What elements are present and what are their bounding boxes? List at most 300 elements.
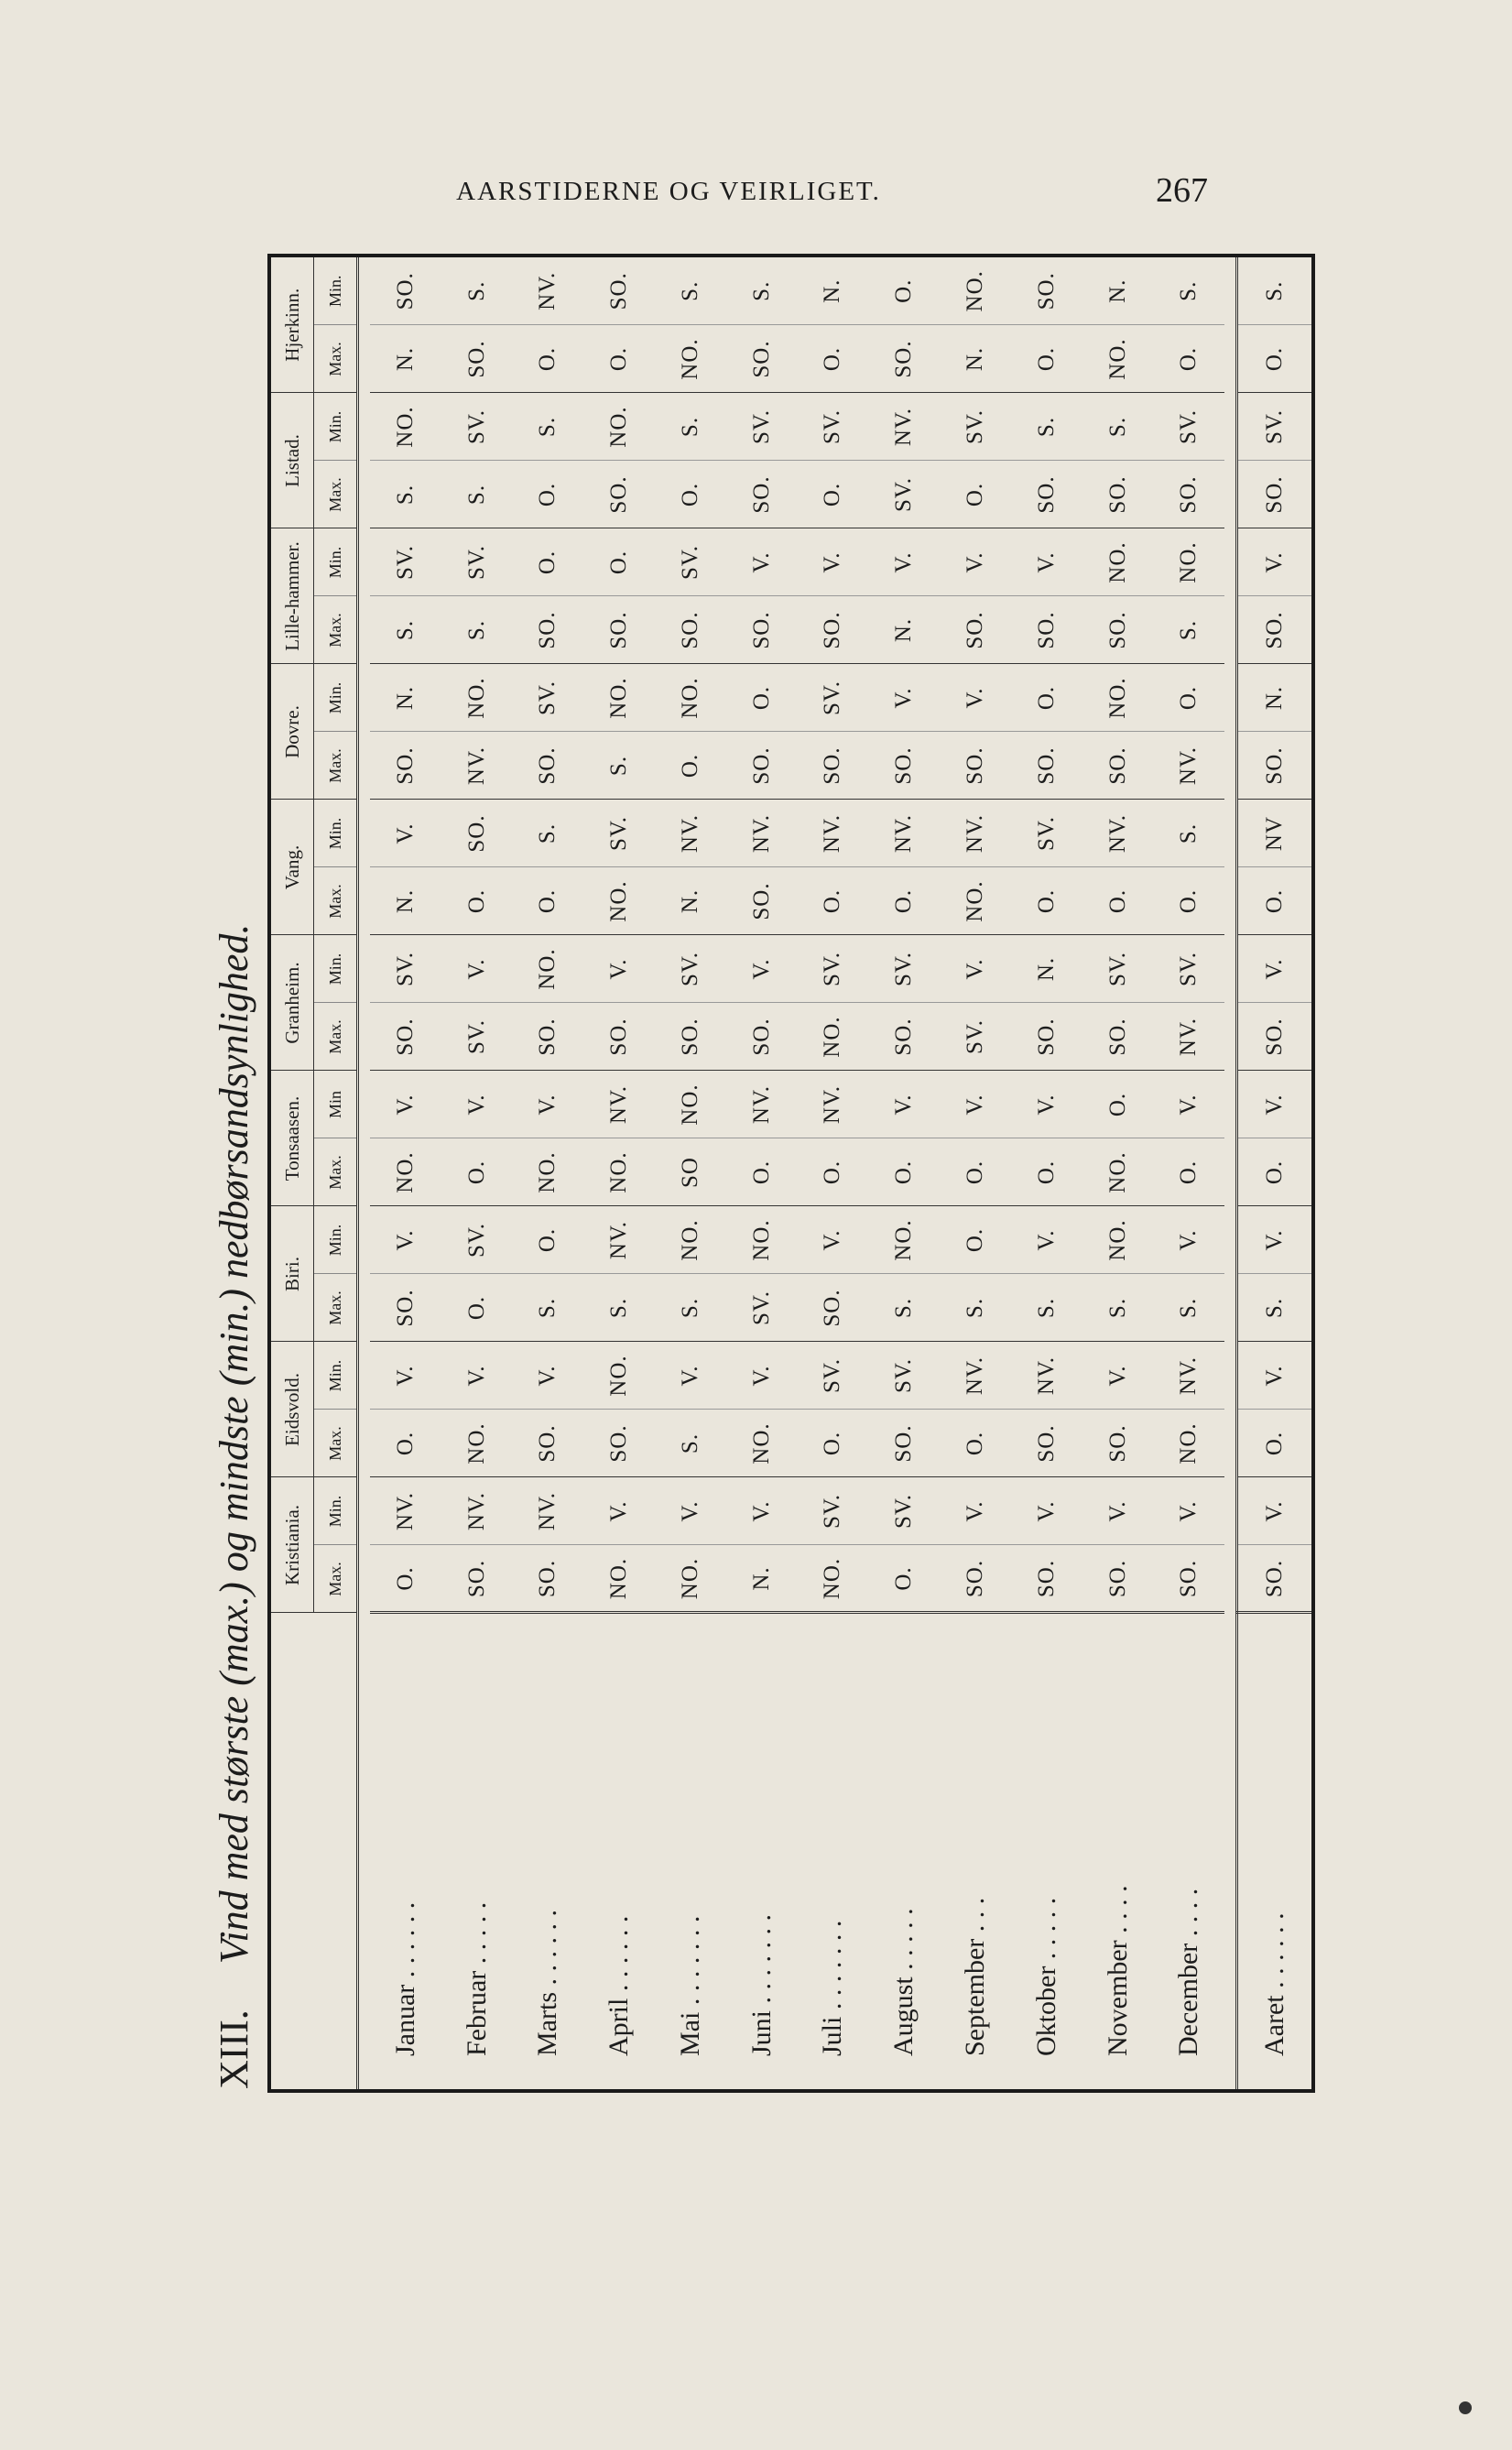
max-wind-cell: O. bbox=[1011, 325, 1082, 393]
max-wind-cell: O. bbox=[798, 325, 869, 393]
min-wind-cell: S. bbox=[1082, 393, 1154, 461]
min-wind-cell: SV. bbox=[798, 935, 869, 1003]
max-wind-cell: S. bbox=[655, 1274, 726, 1342]
max-wind-cell: SO. bbox=[583, 1003, 655, 1071]
min-wind-cell: V. bbox=[1011, 528, 1082, 596]
min-wind-cell: V. bbox=[868, 1071, 940, 1138]
min-wind-cell: O. bbox=[1011, 664, 1082, 732]
max-wind-cell: O. bbox=[1153, 1138, 1224, 1206]
min-wind-cell: SV. bbox=[441, 393, 513, 461]
min-wind-cell: SV. bbox=[441, 528, 513, 596]
min-wind-cell: S. bbox=[1153, 800, 1224, 867]
month-label: April . . . . . . bbox=[583, 1613, 655, 2089]
max-wind-cell: O. bbox=[940, 1410, 1011, 1477]
month-row bbox=[655, 257, 726, 2089]
min-wind-cell: SV. bbox=[513, 664, 584, 732]
max-wind-cell: O. bbox=[1237, 1410, 1311, 1477]
month-row bbox=[441, 257, 513, 2089]
min-wind-cell: NO. bbox=[868, 1206, 940, 1274]
max-column-header: Max. bbox=[314, 1003, 358, 1071]
min-wind-cell: V. bbox=[940, 664, 1011, 732]
max-wind-cell: S. bbox=[655, 1410, 726, 1477]
max-wind-cell: O. bbox=[868, 1138, 940, 1206]
min-wind-cell: S. bbox=[655, 393, 726, 461]
max-wind-cell: SO. bbox=[1082, 1410, 1154, 1477]
max-wind-cell: SO. bbox=[868, 1003, 940, 1071]
min-wind-cell: V. bbox=[726, 528, 798, 596]
max-wind-cell: S. bbox=[1082, 1274, 1154, 1342]
min-wind-cell: O. bbox=[726, 664, 798, 732]
month-label: August . . . . . bbox=[868, 1613, 940, 2089]
min-wind-cell: S. bbox=[1011, 393, 1082, 461]
max-wind-cell: O. bbox=[940, 1138, 1011, 1206]
min-wind-cell: NV. bbox=[1082, 800, 1154, 867]
min-wind-cell: NV. bbox=[798, 1071, 869, 1138]
min-wind-cell: V. bbox=[370, 800, 441, 867]
max-wind-cell: SO. bbox=[1082, 732, 1154, 800]
max-wind-cell: O. bbox=[441, 867, 513, 935]
max-wind-cell: S. bbox=[370, 596, 441, 664]
min-wind-cell: O. bbox=[583, 528, 655, 596]
max-wind-cell: S. bbox=[1237, 1274, 1311, 1342]
max-wind-cell: NV. bbox=[1153, 732, 1224, 800]
month-label: November . . . . bbox=[1082, 1613, 1154, 2089]
max-wind-cell: O. bbox=[583, 325, 655, 393]
spacer-row bbox=[1224, 257, 1237, 2089]
min-wind-cell: S. bbox=[1237, 257, 1311, 325]
min-wind-cell: SO. bbox=[441, 800, 513, 867]
max-wind-cell: NO. bbox=[1082, 1138, 1154, 1206]
max-wind-cell: SO. bbox=[1011, 1410, 1082, 1477]
min-wind-cell: V. bbox=[1011, 1477, 1082, 1545]
min-wind-cell: SV. bbox=[1153, 935, 1224, 1003]
min-wind-cell: SV. bbox=[868, 1342, 940, 1410]
min-wind-cell: N. bbox=[370, 664, 441, 732]
min-column-header: Min. bbox=[314, 257, 358, 325]
max-wind-cell: S. bbox=[441, 461, 513, 528]
min-wind-cell: O. bbox=[513, 1206, 584, 1274]
min-wind-cell: V. bbox=[798, 1206, 869, 1274]
max-wind-cell: SO. bbox=[513, 1003, 584, 1071]
min-wind-cell: V. bbox=[370, 1071, 441, 1138]
station-header: Lille-hammer. bbox=[271, 528, 314, 664]
max-wind-cell: O. bbox=[868, 1545, 940, 1613]
max-wind-cell: NO. bbox=[583, 1138, 655, 1206]
ink-dot bbox=[1459, 2401, 1472, 2414]
max-wind-cell: S. bbox=[1153, 596, 1224, 664]
max-column-header: Max. bbox=[314, 1545, 358, 1613]
year-row bbox=[1237, 257, 1311, 2089]
min-wind-cell: SV. bbox=[655, 528, 726, 596]
min-wind-cell: V. bbox=[1011, 1206, 1082, 1274]
max-wind-cell: SO. bbox=[868, 1410, 940, 1477]
max-wind-cell: SO. bbox=[513, 732, 584, 800]
min-wind-cell: SV. bbox=[370, 528, 441, 596]
min-wind-cell: SV. bbox=[1153, 393, 1224, 461]
table-caption bbox=[201, 250, 266, 2093]
min-wind-cell: V. bbox=[868, 528, 940, 596]
max-column-header: Max. bbox=[314, 1410, 358, 1477]
max-wind-cell: NO. bbox=[441, 1410, 513, 1477]
min-wind-cell: V. bbox=[940, 1477, 1011, 1545]
max-wind-cell: NV. bbox=[441, 732, 513, 800]
month-label: September . . . bbox=[940, 1613, 1011, 2089]
max-wind-cell: S. bbox=[583, 1274, 655, 1342]
max-wind-cell: SO. bbox=[798, 1274, 869, 1342]
max-wind-cell: SV. bbox=[868, 461, 940, 528]
min-wind-cell: V. bbox=[1011, 1071, 1082, 1138]
max-wind-cell: O. bbox=[1237, 325, 1311, 393]
month-row bbox=[1011, 257, 1082, 2089]
min-column-header: Min. bbox=[314, 664, 358, 732]
min-wind-cell: NV. bbox=[1011, 1342, 1082, 1410]
min-wind-cell: NO. bbox=[513, 935, 584, 1003]
min-wind-cell: O. bbox=[513, 528, 584, 596]
min-wind-cell: V. bbox=[940, 528, 1011, 596]
month-row bbox=[583, 257, 655, 2089]
min-column-header: Min. bbox=[314, 1477, 358, 1545]
min-wind-cell: V. bbox=[1237, 1342, 1311, 1410]
min-wind-cell: V. bbox=[1237, 1206, 1311, 1274]
wind-table bbox=[271, 257, 1311, 2089]
min-wind-cell: NO. bbox=[370, 393, 441, 461]
max-wind-cell: O. bbox=[513, 867, 584, 935]
min-wind-cell: SV. bbox=[868, 1477, 940, 1545]
min-wind-cell: SV. bbox=[798, 393, 869, 461]
max-wind-cell: N. bbox=[655, 867, 726, 935]
max-wind-cell: SO. bbox=[583, 596, 655, 664]
min-wind-cell: NO. bbox=[655, 1071, 726, 1138]
max-wind-cell: NO. bbox=[798, 1003, 869, 1071]
max-wind-cell: S. bbox=[441, 596, 513, 664]
max-wind-cell: S. bbox=[370, 461, 441, 528]
max-wind-cell: O. bbox=[1237, 867, 1311, 935]
max-wind-cell: NO. bbox=[583, 867, 655, 935]
max-wind-cell: SO. bbox=[1153, 461, 1224, 528]
min-wind-cell: SV. bbox=[940, 393, 1011, 461]
header-corner bbox=[271, 1613, 358, 2089]
min-column-header: Min. bbox=[314, 393, 358, 461]
min-wind-cell: NO. bbox=[583, 664, 655, 732]
min-wind-cell: V. bbox=[1082, 1342, 1154, 1410]
max-wind-cell: SO. bbox=[1082, 1545, 1154, 1613]
max-wind-cell: O. bbox=[798, 461, 869, 528]
max-wind-cell: SO bbox=[655, 1138, 726, 1206]
station-header: Dovre. bbox=[271, 664, 314, 800]
min-wind-cell: NV bbox=[1237, 800, 1311, 867]
page-number: 267 bbox=[1156, 171, 1208, 210]
max-wind-cell: NO. bbox=[513, 1138, 584, 1206]
rotated-table-block bbox=[201, 254, 1512, 2093]
min-wind-cell: NO. bbox=[583, 393, 655, 461]
min-wind-cell: NO. bbox=[583, 1342, 655, 1410]
min-column-header: Min bbox=[314, 1071, 358, 1138]
min-wind-cell: V. bbox=[1153, 1071, 1224, 1138]
max-wind-cell: O. bbox=[868, 867, 940, 935]
min-column-header: Min. bbox=[314, 935, 358, 1003]
max-wind-cell: S. bbox=[1153, 1274, 1224, 1342]
max-wind-cell: SO. bbox=[513, 596, 584, 664]
max-wind-cell: O. bbox=[798, 1410, 869, 1477]
min-column-header: Min. bbox=[314, 1342, 358, 1410]
max-wind-cell: SO. bbox=[1237, 596, 1311, 664]
min-wind-cell: SO. bbox=[370, 257, 441, 325]
max-wind-cell: N. bbox=[370, 867, 441, 935]
min-wind-cell: SV. bbox=[655, 935, 726, 1003]
min-wind-cell: V. bbox=[655, 1477, 726, 1545]
min-wind-cell: O. bbox=[1082, 1071, 1154, 1138]
max-wind-cell: SO. bbox=[868, 732, 940, 800]
month-label: December . . . . bbox=[1153, 1613, 1224, 2089]
max-wind-cell: SO. bbox=[1011, 732, 1082, 800]
min-wind-cell: SV. bbox=[726, 393, 798, 461]
max-wind-cell: O. bbox=[1011, 1138, 1082, 1206]
max-column-header: Max. bbox=[314, 325, 358, 393]
min-wind-cell: NO. bbox=[1082, 664, 1154, 732]
max-wind-cell: S. bbox=[868, 1274, 940, 1342]
min-wind-cell: NV. bbox=[726, 800, 798, 867]
month-label: Januar . . . . . . bbox=[370, 1613, 441, 2089]
max-wind-cell: N. bbox=[726, 1545, 798, 1613]
max-wind-cell: SO. bbox=[940, 732, 1011, 800]
station-header: Hjerkinn. bbox=[271, 257, 314, 393]
max-column-header: Max. bbox=[314, 1138, 358, 1206]
max-wind-cell: NO. bbox=[798, 1545, 869, 1613]
max-wind-cell: O. bbox=[798, 1138, 869, 1206]
max-wind-cell: O. bbox=[1153, 867, 1224, 935]
min-wind-cell: NV. bbox=[868, 800, 940, 867]
max-wind-cell: N. bbox=[940, 325, 1011, 393]
station-header: Vang. bbox=[271, 800, 314, 935]
min-wind-cell: NO. bbox=[940, 257, 1011, 325]
min-wind-cell: V. bbox=[726, 1477, 798, 1545]
max-wind-cell: SO. bbox=[583, 461, 655, 528]
spacer-cell bbox=[1224, 257, 1237, 2089]
month-row bbox=[1082, 257, 1154, 2089]
station-header: Granheim. bbox=[271, 935, 314, 1071]
month-row bbox=[1153, 257, 1224, 2089]
max-wind-cell: O. bbox=[513, 461, 584, 528]
min-wind-cell: V. bbox=[1237, 528, 1311, 596]
month-row bbox=[798, 257, 869, 2089]
max-wind-cell: SV. bbox=[441, 1003, 513, 1071]
max-wind-cell: O. bbox=[655, 461, 726, 528]
max-wind-cell: SO. bbox=[1082, 596, 1154, 664]
min-wind-cell: N. bbox=[1011, 935, 1082, 1003]
station-header: Biri. bbox=[271, 1206, 314, 1342]
max-wind-cell: NO. bbox=[370, 1138, 441, 1206]
max-wind-cell: SO. bbox=[798, 732, 869, 800]
min-wind-cell: SV. bbox=[1082, 935, 1154, 1003]
max-wind-cell: SO. bbox=[726, 1003, 798, 1071]
min-wind-cell: S. bbox=[441, 257, 513, 325]
max-wind-cell: SO. bbox=[726, 461, 798, 528]
max-column-header: Max. bbox=[314, 867, 358, 935]
max-column-header: Max. bbox=[314, 596, 358, 664]
min-wind-cell: V. bbox=[370, 1206, 441, 1274]
min-wind-cell: V. bbox=[441, 935, 513, 1003]
month-label: Februar . . . . . bbox=[441, 1613, 513, 2089]
min-wind-cell: V. bbox=[441, 1071, 513, 1138]
min-wind-cell: V. bbox=[1082, 1477, 1154, 1545]
min-wind-cell: NV. bbox=[1153, 1342, 1224, 1410]
min-wind-cell: S. bbox=[513, 800, 584, 867]
min-wind-cell: NO. bbox=[1082, 528, 1154, 596]
min-wind-cell: NO. bbox=[655, 664, 726, 732]
station-header: Kristiania. bbox=[271, 1477, 314, 1613]
min-wind-cell: SV. bbox=[370, 935, 441, 1003]
max-wind-cell: SO. bbox=[1011, 461, 1082, 528]
max-wind-cell: S. bbox=[583, 732, 655, 800]
min-wind-cell: SV. bbox=[441, 1206, 513, 1274]
max-wind-cell: SO. bbox=[868, 325, 940, 393]
min-wind-cell: N. bbox=[1237, 664, 1311, 732]
max-wind-cell: O. bbox=[513, 325, 584, 393]
min-wind-cell: NV. bbox=[655, 800, 726, 867]
min-wind-cell: NV. bbox=[798, 800, 869, 867]
max-wind-cell: SO. bbox=[655, 1003, 726, 1071]
min-wind-cell: V. bbox=[513, 1342, 584, 1410]
min-wind-cell: NV. bbox=[940, 800, 1011, 867]
max-wind-cell: SO. bbox=[513, 1410, 584, 1477]
month-label: Oktober . . . . . bbox=[1011, 1613, 1082, 2089]
max-wind-cell: SO. bbox=[441, 1545, 513, 1613]
max-wind-cell: SO. bbox=[583, 1410, 655, 1477]
max-wind-cell: SO. bbox=[1082, 1003, 1154, 1071]
wind-table-frame bbox=[267, 254, 1315, 2093]
max-wind-cell: SO. bbox=[1237, 1003, 1311, 1071]
min-wind-cell: V. bbox=[798, 528, 869, 596]
min-wind-cell: NO. bbox=[655, 1206, 726, 1274]
max-wind-cell: S. bbox=[940, 1274, 1011, 1342]
min-wind-cell: NV. bbox=[583, 1206, 655, 1274]
max-wind-cell: S. bbox=[513, 1274, 584, 1342]
min-wind-cell: SV. bbox=[798, 1342, 869, 1410]
max-wind-cell: O. bbox=[1153, 325, 1224, 393]
min-wind-cell: V. bbox=[1237, 1071, 1311, 1138]
min-wind-cell: V. bbox=[1237, 935, 1311, 1003]
station-header: Listad. bbox=[271, 393, 314, 528]
max-wind-cell: O. bbox=[726, 1138, 798, 1206]
max-wind-cell: SO. bbox=[1011, 1003, 1082, 1071]
max-wind-cell: SO. bbox=[940, 1545, 1011, 1613]
max-wind-cell: O. bbox=[1011, 867, 1082, 935]
wind-table-body bbox=[358, 257, 1312, 2089]
station-header-row bbox=[271, 257, 314, 2089]
min-wind-cell: V. bbox=[1153, 1206, 1224, 1274]
min-wind-cell: NV. bbox=[868, 393, 940, 461]
min-wind-cell: NV. bbox=[513, 1477, 584, 1545]
max-wind-cell: O. bbox=[441, 1274, 513, 1342]
max-wind-cell: O. bbox=[798, 867, 869, 935]
min-wind-cell: NV. bbox=[441, 1477, 513, 1545]
min-wind-cell: NV. bbox=[370, 1477, 441, 1545]
min-wind-cell: NV. bbox=[513, 257, 584, 325]
max-wind-cell: O. bbox=[370, 1410, 441, 1477]
min-wind-cell: V. bbox=[868, 664, 940, 732]
max-wind-cell: N. bbox=[370, 325, 441, 393]
max-wind-cell: SO. bbox=[1082, 461, 1154, 528]
max-wind-cell: S. bbox=[1011, 1274, 1082, 1342]
max-wind-cell: NO. bbox=[655, 1545, 726, 1613]
max-wind-cell: SO. bbox=[513, 1545, 584, 1613]
min-wind-cell: V. bbox=[441, 1342, 513, 1410]
min-wind-cell: V. bbox=[583, 1477, 655, 1545]
min-wind-cell: SO. bbox=[583, 257, 655, 325]
station-header: Eidsvold. bbox=[271, 1342, 314, 1477]
max-wind-cell: O. bbox=[940, 461, 1011, 528]
spacer-row bbox=[358, 257, 371, 2089]
min-wind-cell: SV. bbox=[583, 800, 655, 867]
min-column-header: Min. bbox=[314, 800, 358, 867]
min-wind-cell: NV. bbox=[726, 1071, 798, 1138]
max-wind-cell: NO. bbox=[655, 325, 726, 393]
max-wind-cell: SO. bbox=[441, 325, 513, 393]
max-wind-cell: NO. bbox=[1082, 325, 1154, 393]
min-wind-cell: S. bbox=[1153, 257, 1224, 325]
min-wind-cell: V. bbox=[726, 935, 798, 1003]
min-wind-cell: O. bbox=[1153, 664, 1224, 732]
month-label: Mai . . . . . . . bbox=[655, 1613, 726, 2089]
month-row bbox=[370, 257, 441, 2089]
min-wind-cell: SV. bbox=[1011, 800, 1082, 867]
page-header-title: AARSTIDERNE OG VEIRLIGET. bbox=[456, 177, 881, 206]
max-wind-cell: SO. bbox=[370, 1274, 441, 1342]
min-column-header: Min. bbox=[314, 1206, 358, 1274]
max-wind-cell: SO. bbox=[370, 1003, 441, 1071]
max-wind-cell: SO. bbox=[655, 596, 726, 664]
month-label: Juli . . . . . . . bbox=[798, 1613, 869, 2089]
min-wind-cell: S. bbox=[513, 393, 584, 461]
max-wind-cell: SV. bbox=[940, 1003, 1011, 1071]
max-wind-cell: NO. bbox=[1153, 1410, 1224, 1477]
min-wind-cell: N. bbox=[798, 257, 869, 325]
month-row bbox=[940, 257, 1011, 2089]
min-wind-cell: NV. bbox=[583, 1071, 655, 1138]
min-wind-cell: NV. bbox=[940, 1342, 1011, 1410]
month-row bbox=[513, 257, 584, 2089]
max-wind-cell: SO. bbox=[1237, 732, 1311, 800]
month-label: Marts . . . . . . bbox=[513, 1613, 584, 2089]
max-wind-cell: SO. bbox=[1237, 1545, 1311, 1613]
max-wind-cell: O. bbox=[1237, 1138, 1311, 1206]
max-wind-cell: O. bbox=[370, 1545, 441, 1613]
max-wind-cell: SO. bbox=[726, 732, 798, 800]
max-wind-cell: SV. bbox=[726, 1274, 798, 1342]
min-wind-cell: V. bbox=[370, 1342, 441, 1410]
station-header: Tonsaasen. bbox=[271, 1071, 314, 1206]
max-wind-cell: O. bbox=[1082, 867, 1154, 935]
max-column-header: Max. bbox=[314, 732, 358, 800]
max-wind-cell: SO. bbox=[1011, 1545, 1082, 1613]
max-wind-cell: SO. bbox=[726, 325, 798, 393]
max-wind-cell: O. bbox=[441, 1138, 513, 1206]
min-column-header: Min. bbox=[314, 528, 358, 596]
max-wind-cell: N. bbox=[868, 596, 940, 664]
max-wind-cell: SO. bbox=[798, 596, 869, 664]
min-wind-cell: V. bbox=[726, 1342, 798, 1410]
max-column-header: Max. bbox=[314, 461, 358, 528]
min-wind-cell: SV. bbox=[798, 664, 869, 732]
max-wind-cell: NO. bbox=[726, 1410, 798, 1477]
max-wind-cell: NO. bbox=[940, 867, 1011, 935]
max-wind-cell: SO. bbox=[726, 596, 798, 664]
max-wind-cell: SO. bbox=[726, 867, 798, 935]
month-label: Juni . . . . . . . bbox=[726, 1613, 798, 2089]
spacer-cell bbox=[358, 257, 371, 2089]
min-wind-cell: NO. bbox=[1082, 1206, 1154, 1274]
min-wind-cell: V. bbox=[1153, 1477, 1224, 1545]
